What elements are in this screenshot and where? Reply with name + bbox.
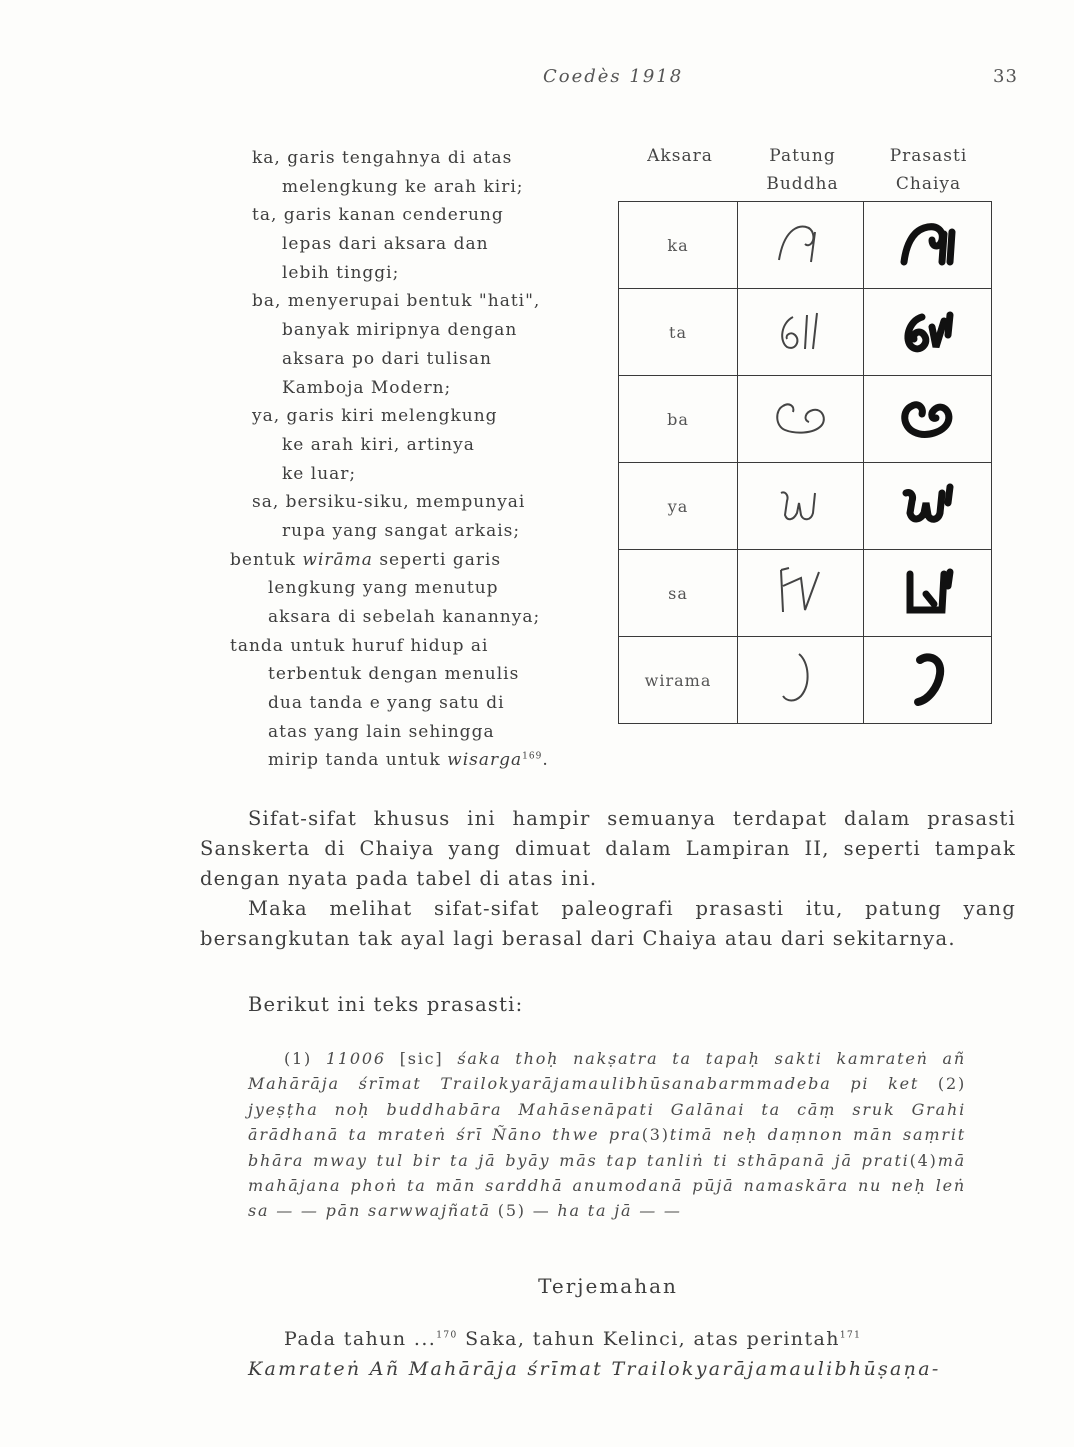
prasasti-glyph-wirama [864, 637, 992, 724]
table-row [619, 376, 992, 463]
prasasti-glyph-sa [864, 550, 992, 637]
aksara-cell: ta [619, 289, 738, 376]
note-line: ka, garis tengahnya di atas [252, 148, 513, 168]
note-line: melengkung ke arah kiri; [282, 176, 524, 197]
paleography-notes [228, 144, 608, 775]
note-line: dua tanda e yang satu di [268, 693, 505, 714]
running-header: Coedès 1918 [543, 66, 684, 87]
paragraph: Berikut ini teks prasasti: [248, 993, 524, 1016]
col-header-prasasti-chaiya: Prasasti Chaiya [889, 146, 968, 194]
note-line: lengkung yang menutup [268, 578, 499, 599]
note-line: sa, bersiku-siku, mempunyai [252, 492, 526, 513]
note-line: tanda untuk huruf hidup ai [230, 635, 489, 656]
prasasti-glyph-ka [864, 202, 992, 289]
col-header-aksara: Aksara [647, 146, 713, 166]
patung-glyph-ba [738, 376, 864, 463]
patung-glyph-wirama [738, 637, 864, 724]
aksara-cell: ya [619, 463, 738, 550]
table-row [619, 289, 992, 376]
term-wirama: wirāma [302, 549, 373, 570]
prasasti-glyph-ta [864, 289, 992, 376]
table-row [619, 463, 992, 550]
note-line: aksara po dari tulisan [282, 348, 492, 369]
body-paragraphs [200, 804, 1016, 954]
note-line: Kamboja Modern; [282, 377, 452, 398]
patung-glyph-ta [738, 289, 864, 376]
aksara-cell: sa [619, 550, 738, 637]
section-heading: Terjemahan [538, 1274, 678, 1298]
paragraph: Maka melihat sifat-sifat paleografi prasasti itu, patung yang bersangkutan tak ayal lagi berasal dari Chaiya atau dari sekitarnya. [200, 897, 1016, 950]
table-row [619, 202, 992, 289]
note-line: lepas dari aksara dan [282, 234, 489, 255]
paragraph: Sifat-sifat khusus ini hampir semuanya terdapat dalam prasasti Sanskerta di Chaiya yang dimuat dalam Lampiran II, seperti tampak dengan nyata pada tabel di atas ini. [200, 807, 1016, 890]
note-line: mirip tanda untuk wisarga$^{169}$. [268, 750, 549, 771]
footnote-ref: 169 [522, 751, 543, 762]
table-row [619, 550, 992, 637]
patung-glyph-sa [738, 550, 864, 637]
aksara-cell: ka [619, 202, 738, 289]
note-line: bentuk wirāma seperti garis [230, 549, 502, 570]
inscription-text: (1) 11006 [sic] śaka thoḥ nakṣatra ta tapaḥ sakti kamrateṅ añ Mahārāja śrīmat Trailokyarājamaulibhūsanabarmmadeba pi ket (2) jyeṣṭha noḥ buddhabāra Mahāsenāpati Galānai ta cāṃ sruk Grahi ārādhanā ta mrateṅ śrī Ñāno thwe pra(3)timā neḥ daṃnon mān saṃrit bhāra mway tul bir ta jā byāy mās tap tanliṅ ti sthāpanā jā prati(4)mā mahājana phoṅ ta mān sarddhā anumodanā pūjā namaskāra nu neḥ leṅ sa — — pān sarwwajñatā (5) — ha ta jā — — [248, 1049, 966, 1221]
footnote-ref: 170 [436, 1330, 458, 1341]
prasasti-glyph-ya [864, 463, 992, 550]
note-line: ke luar; [282, 463, 357, 484]
note-line: aksara di sebelah kanannya; [268, 607, 541, 627]
note-line: ya, garis kiri melengkung [252, 406, 498, 427]
term-wisarga: wisarga [447, 750, 523, 771]
col-header-patung-buddha: Patung Buddha [766, 146, 839, 194]
note-line: banyak miripnya dengan [282, 320, 518, 341]
translation-line: Pada tahun ...$^{170}$ Saka, tahun Kelinci, atas perintah$^{171}$ [284, 1328, 862, 1350]
aksara-cell: ba [619, 376, 738, 463]
note-line: ke arah kiri, artinya [282, 434, 475, 455]
script-comparison-table [618, 201, 992, 724]
table-row [619, 637, 992, 724]
prasasti-glyph-ba [864, 376, 992, 463]
note-line: rupa yang sangat arkais; [282, 520, 521, 541]
note-line: lebih tinggi; [282, 262, 400, 283]
aksara-cell: wirama [619, 637, 738, 724]
note-line: ta, garis kanan cenderung [252, 205, 504, 226]
page-number: 33 [993, 66, 1018, 87]
footnote-ref: 171 [839, 1330, 862, 1341]
patung-glyph-ka [738, 202, 864, 289]
note-line: atas yang lain sehingga [268, 721, 495, 742]
note-line: ba, menyerupai bentuk "hati", [252, 291, 541, 312]
patung-glyph-ya [738, 463, 864, 550]
translation-line: Kamrateṅ Añ Mahārāja śrīmat Trailokyarājamaulibhūṣaṇa- [248, 1358, 941, 1380]
note-line: terbentuk dengan menulis [268, 664, 520, 685]
